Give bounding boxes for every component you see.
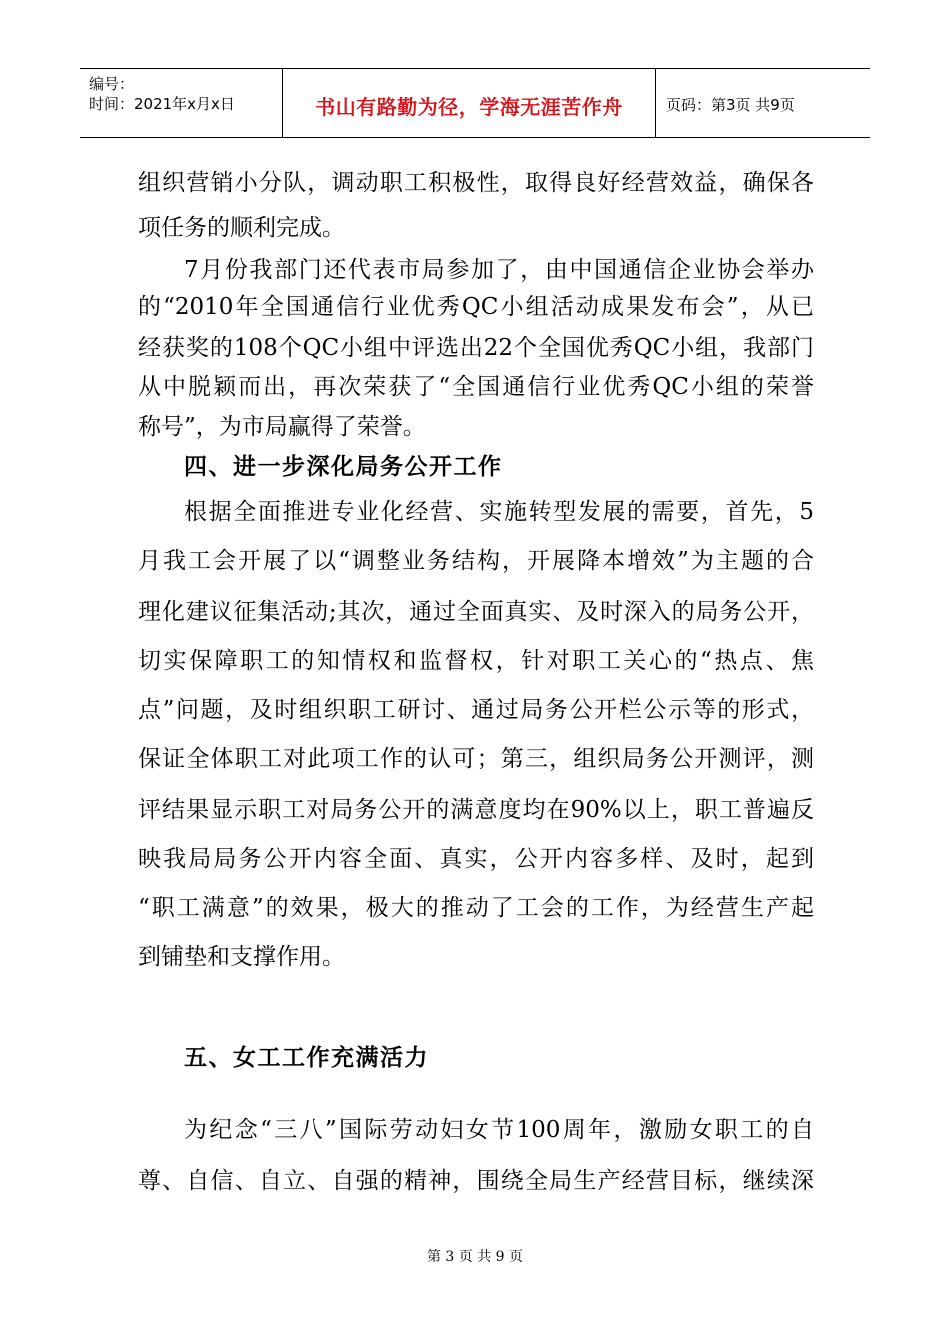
body-line: 评结果显示职工对局务公开的满意度均在90%以上，职工普遍反 (138, 797, 814, 823)
body-line: 保证全体职工对此项工作的认可；第三，组织局务公开测评，测 (138, 746, 814, 772)
header-page-info: 页码：第3页 共9页 (666, 96, 795, 114)
page-footer: 第 3 页 共 9 页 (426, 1249, 524, 1265)
body-line: 理化建议征集活动;其次，通过全面真实、及时深入的局务公开， (138, 599, 814, 625)
body-line: 点”问题，及时组织职工研讨、通过局务公开栏公示等的形式， (138, 697, 814, 723)
body-line: 从中脱颖而出，再次荣获了“全国通信行业优秀QC小组的荣誉 (138, 374, 814, 400)
body-line: 7月份我部门还代表市局参加了，由中国通信企业协会举办 (184, 257, 814, 283)
body-line: 经获奖的108个QC小组中评选出22个全国优秀QC小组，我部门 (138, 335, 814, 361)
body-line: 根据全面推进专业化经营、实施转型发展的需要，首先，5 (184, 499, 814, 525)
document-time-label: 时间：2021年x月x日 (89, 95, 235, 113)
header-meta-cell (80, 69, 283, 137)
body-line: 为纪念“三八”国际劳动妇女节100周年，激励女职工的自 (184, 1117, 814, 1143)
document-header (80, 68, 870, 138)
header-page-cell (657, 69, 870, 137)
header-motto: 书山有路勤为径，学海无涯苦作舟 (315, 95, 623, 119)
header-motto-cell (283, 69, 656, 137)
document-number-label: 编号： (89, 75, 135, 93)
body-line: “职工满意”的效果，极大的推动了工会的工作，为经营生产起 (138, 895, 814, 921)
body-line: 项任务的顺利完成。 (138, 215, 345, 241)
body-line: 称号”，为市局赢得了荣誉。 (138, 414, 426, 440)
body-line: 映我局局务公开内容全面、真实，公开内容多样、及时，起到 (138, 846, 814, 872)
section-heading: 五、女工工作充满活力 (184, 1045, 429, 1071)
body-line: 组织营销小分队，调动职工积极性，取得良好经营效益，确保各 (138, 170, 814, 196)
body-line: 到铺垫和支撑作用。 (138, 944, 345, 970)
body-line: 尊、自信、自立、自强的精神，围绕全局生产经营目标，继续深 (138, 1168, 814, 1194)
body-line: 月我工会开展了以“调整业务结构，开展降本增效”为主题的合 (138, 548, 814, 574)
section-heading: 四、进一步深化局务公开工作 (184, 454, 503, 480)
body-line: 的“2010年全国通信行业优秀QC小组活动成果发布会”，从已 (138, 294, 814, 320)
body-line: 切实保障职工的知情权和监督权，针对职工关心的“热点、焦 (138, 648, 814, 674)
